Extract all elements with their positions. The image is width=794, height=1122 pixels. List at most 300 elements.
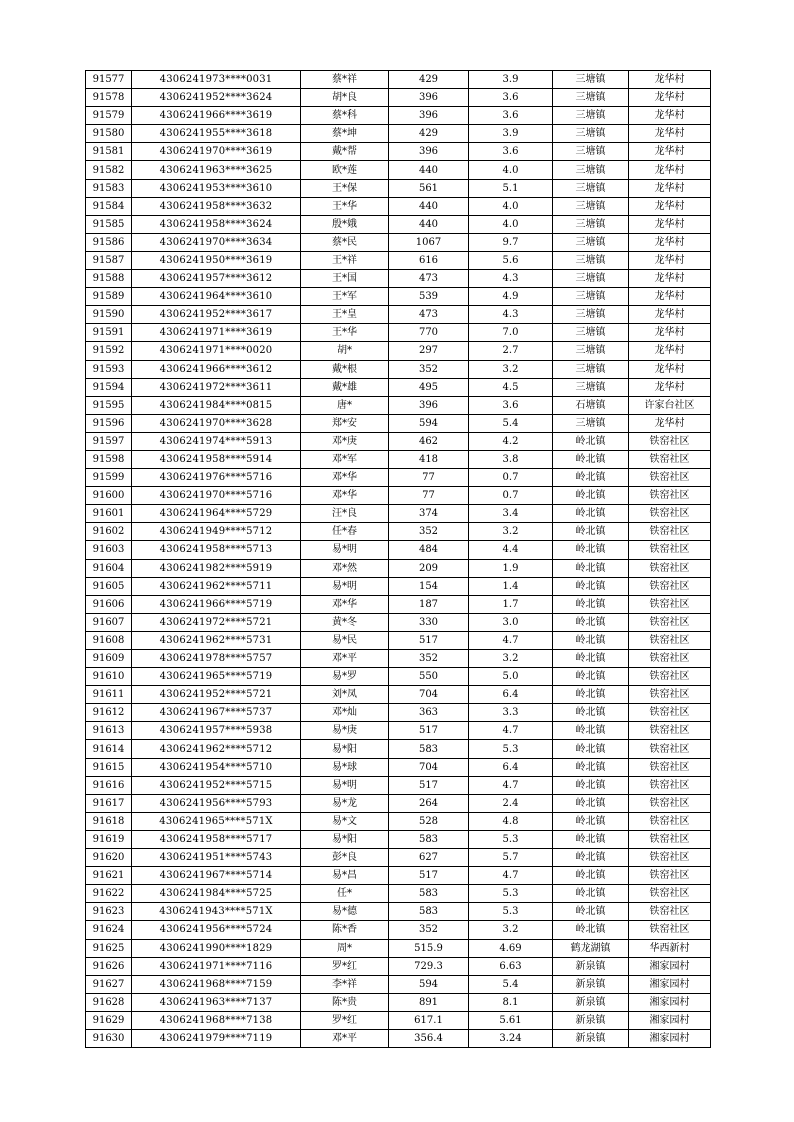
cell-seq: 91623 bbox=[86, 903, 132, 921]
cell-village: 铁窑社区 bbox=[629, 487, 711, 505]
cell-amount: 583 bbox=[389, 885, 469, 903]
table-row bbox=[86, 306, 711, 324]
cell-area: 7.0 bbox=[469, 324, 553, 342]
cell-town: 岭北镇 bbox=[553, 921, 629, 939]
cell-seq: 91601 bbox=[86, 505, 132, 523]
table-row bbox=[86, 107, 711, 125]
cell-village: 龙华村 bbox=[629, 179, 711, 197]
cell-name: 易*球 bbox=[301, 758, 389, 776]
cell-seq: 91579 bbox=[86, 107, 132, 125]
cell-area: 3.6 bbox=[469, 143, 553, 161]
cell-id_number: 4306241952****3617 bbox=[132, 306, 301, 324]
cell-name: 蔡*祥 bbox=[301, 71, 389, 89]
cell-area: 3.8 bbox=[469, 450, 553, 468]
cell-seq: 91605 bbox=[86, 577, 132, 595]
cell-village: 湘家园村 bbox=[629, 975, 711, 993]
cell-seq: 91618 bbox=[86, 812, 132, 830]
cell-id_number: 4306241972****3611 bbox=[132, 378, 301, 396]
cell-amount: 627 bbox=[389, 849, 469, 867]
cell-amount: 517 bbox=[389, 722, 469, 740]
cell-village: 铁窑社区 bbox=[629, 867, 711, 885]
cell-id_number: 4306241962****5711 bbox=[132, 577, 301, 595]
cell-area: 1.7 bbox=[469, 595, 553, 613]
cell-area: 5.61 bbox=[469, 1011, 553, 1029]
cell-town: 岭北镇 bbox=[553, 686, 629, 704]
cell-area: 3.6 bbox=[469, 396, 553, 414]
cell-area: 5.4 bbox=[469, 975, 553, 993]
cell-town: 三塘镇 bbox=[553, 233, 629, 251]
cell-village: 铁窑社区 bbox=[629, 722, 711, 740]
cell-name: 邓*平 bbox=[301, 650, 389, 668]
cell-id_number: 4306241964****3610 bbox=[132, 288, 301, 306]
cell-town: 新泉镇 bbox=[553, 1029, 629, 1047]
cell-id_number: 4306241962****5712 bbox=[132, 740, 301, 758]
cell-id_number: 4306241982****5919 bbox=[132, 559, 301, 577]
cell-village: 龙华村 bbox=[629, 378, 711, 396]
cell-id_number: 4306241963****3625 bbox=[132, 161, 301, 179]
cell-name: 王*保 bbox=[301, 179, 389, 197]
table-row bbox=[86, 179, 711, 197]
table-row bbox=[86, 450, 711, 468]
cell-seq: 91606 bbox=[86, 595, 132, 613]
table-row bbox=[86, 505, 711, 523]
cell-name: 邓*灿 bbox=[301, 704, 389, 722]
cell-name: 易*阳 bbox=[301, 740, 389, 758]
cell-village: 龙华村 bbox=[629, 197, 711, 215]
cell-village: 铁窑社区 bbox=[629, 595, 711, 613]
cell-area: 4.5 bbox=[469, 378, 553, 396]
table-row bbox=[86, 650, 711, 668]
cell-amount: 517 bbox=[389, 631, 469, 649]
cell-amount: 729.3 bbox=[389, 957, 469, 975]
cell-amount: 356.4 bbox=[389, 1029, 469, 1047]
cell-village: 铁窑社区 bbox=[629, 776, 711, 794]
cell-area: 4.7 bbox=[469, 631, 553, 649]
cell-amount: 561 bbox=[389, 179, 469, 197]
cell-village: 湘家园村 bbox=[629, 1029, 711, 1047]
cell-id_number: 4306241968****7159 bbox=[132, 975, 301, 993]
table-row bbox=[86, 939, 711, 957]
cell-village: 铁窑社区 bbox=[629, 432, 711, 450]
cell-amount: 352 bbox=[389, 360, 469, 378]
cell-name: 任*春 bbox=[301, 523, 389, 541]
cell-name: 蔡*民 bbox=[301, 233, 389, 251]
cell-id_number: 4306241972****5721 bbox=[132, 613, 301, 631]
table-row bbox=[86, 541, 711, 559]
table-row bbox=[86, 125, 711, 143]
cell-name: 罗*红 bbox=[301, 957, 389, 975]
cell-seq: 91628 bbox=[86, 993, 132, 1011]
table-row bbox=[86, 740, 711, 758]
cell-seq: 91597 bbox=[86, 432, 132, 450]
cell-name: 陈*香 bbox=[301, 921, 389, 939]
table-row bbox=[86, 830, 711, 848]
cell-village: 龙华村 bbox=[629, 125, 711, 143]
cell-name: 刘*凤 bbox=[301, 686, 389, 704]
table-row bbox=[86, 270, 711, 288]
cell-seq: 91625 bbox=[86, 939, 132, 957]
cell-id_number: 4306241970****5716 bbox=[132, 487, 301, 505]
cell-seq: 91619 bbox=[86, 830, 132, 848]
cell-amount: 440 bbox=[389, 215, 469, 233]
cell-seq: 91603 bbox=[86, 541, 132, 559]
table-row bbox=[86, 613, 711, 631]
cell-area: 5.1 bbox=[469, 179, 553, 197]
cell-amount: 462 bbox=[389, 432, 469, 450]
cell-seq: 91585 bbox=[86, 215, 132, 233]
cell-amount: 396 bbox=[389, 396, 469, 414]
cell-id_number: 4306241956****5724 bbox=[132, 921, 301, 939]
cell-area: 5.0 bbox=[469, 668, 553, 686]
cell-name: 彭*良 bbox=[301, 849, 389, 867]
cell-village: 龙华村 bbox=[629, 270, 711, 288]
cell-village: 龙华村 bbox=[629, 306, 711, 324]
cell-amount: 484 bbox=[389, 541, 469, 559]
cell-name: 易*德 bbox=[301, 903, 389, 921]
cell-amount: 440 bbox=[389, 161, 469, 179]
table-row bbox=[86, 903, 711, 921]
cell-town: 岭北镇 bbox=[553, 740, 629, 758]
cell-village: 龙华村 bbox=[629, 288, 711, 306]
cell-village: 铁窑社区 bbox=[629, 523, 711, 541]
cell-id_number: 4306241966****3619 bbox=[132, 107, 301, 125]
cell-seq: 91582 bbox=[86, 161, 132, 179]
cell-amount: 528 bbox=[389, 812, 469, 830]
cell-amount: 583 bbox=[389, 903, 469, 921]
cell-seq: 91604 bbox=[86, 559, 132, 577]
cell-area: 4.0 bbox=[469, 197, 553, 215]
cell-name: 戴*根 bbox=[301, 360, 389, 378]
cell-id_number: 4306241984****5725 bbox=[132, 885, 301, 903]
cell-id_number: 4306241952****5715 bbox=[132, 776, 301, 794]
cell-village: 湘家园村 bbox=[629, 1011, 711, 1029]
cell-id_number: 4306241951****5743 bbox=[132, 849, 301, 867]
table-row bbox=[86, 704, 711, 722]
cell-town: 三塘镇 bbox=[553, 251, 629, 269]
cell-name: 王*国 bbox=[301, 270, 389, 288]
cell-village: 铁窑社区 bbox=[629, 469, 711, 487]
cell-amount: 352 bbox=[389, 523, 469, 541]
cell-seq: 91630 bbox=[86, 1029, 132, 1047]
cell-name: 邓*庚 bbox=[301, 432, 389, 450]
cell-name: 周* bbox=[301, 939, 389, 957]
cell-village: 铁窑社区 bbox=[629, 668, 711, 686]
cell-id_number: 4306241965****571X bbox=[132, 812, 301, 830]
roster-table bbox=[85, 70, 711, 1048]
cell-town: 三塘镇 bbox=[553, 197, 629, 215]
cell-id_number: 4306241973****0031 bbox=[132, 71, 301, 89]
cell-name: 王*军 bbox=[301, 288, 389, 306]
cell-id_number: 4306241962****5731 bbox=[132, 631, 301, 649]
cell-seq: 91595 bbox=[86, 396, 132, 414]
cell-id_number: 4306241968****7138 bbox=[132, 1011, 301, 1029]
cell-town: 三塘镇 bbox=[553, 324, 629, 342]
table-row bbox=[86, 722, 711, 740]
cell-seq: 91610 bbox=[86, 668, 132, 686]
cell-town: 新泉镇 bbox=[553, 993, 629, 1011]
cell-area: 5.3 bbox=[469, 830, 553, 848]
cell-name: 易*罗 bbox=[301, 668, 389, 686]
cell-name: 易*文 bbox=[301, 812, 389, 830]
cell-area: 5.3 bbox=[469, 885, 553, 903]
table-row bbox=[86, 921, 711, 939]
cell-seq: 91629 bbox=[86, 1011, 132, 1029]
cell-area: 5.3 bbox=[469, 903, 553, 921]
cell-seq: 91577 bbox=[86, 71, 132, 89]
cell-name: 戴*帮 bbox=[301, 143, 389, 161]
cell-village: 龙华村 bbox=[629, 233, 711, 251]
cell-area: 5.6 bbox=[469, 251, 553, 269]
cell-amount: 770 bbox=[389, 324, 469, 342]
cell-village: 铁窑社区 bbox=[629, 613, 711, 631]
cell-amount: 396 bbox=[389, 107, 469, 125]
cell-id_number: 4306241953****3610 bbox=[132, 179, 301, 197]
cell-name: 邓*军 bbox=[301, 450, 389, 468]
cell-area: 4.3 bbox=[469, 306, 553, 324]
cell-id_number: 4306241963****7137 bbox=[132, 993, 301, 1011]
cell-town: 岭北镇 bbox=[553, 505, 629, 523]
cell-town: 岭北镇 bbox=[553, 830, 629, 848]
cell-seq: 91611 bbox=[86, 686, 132, 704]
cell-town: 岭北镇 bbox=[553, 631, 629, 649]
cell-town: 三塘镇 bbox=[553, 306, 629, 324]
cell-village: 铁窑社区 bbox=[629, 686, 711, 704]
cell-name: 易*庚 bbox=[301, 722, 389, 740]
cell-area: 9.7 bbox=[469, 233, 553, 251]
cell-seq: 91591 bbox=[86, 324, 132, 342]
table-row bbox=[86, 993, 711, 1011]
table-row bbox=[86, 849, 711, 867]
cell-amount: 616 bbox=[389, 251, 469, 269]
cell-name: 邓*然 bbox=[301, 559, 389, 577]
table-row bbox=[86, 776, 711, 794]
cell-seq: 91627 bbox=[86, 975, 132, 993]
cell-area: 4.0 bbox=[469, 161, 553, 179]
table-row bbox=[86, 686, 711, 704]
cell-name: 邓*平 bbox=[301, 1029, 389, 1047]
cell-name: 邓*华 bbox=[301, 469, 389, 487]
cell-seq: 91620 bbox=[86, 849, 132, 867]
table-row bbox=[86, 89, 711, 107]
cell-seq: 91584 bbox=[86, 197, 132, 215]
cell-town: 岭北镇 bbox=[553, 849, 629, 867]
table-row bbox=[86, 324, 711, 342]
cell-town: 三塘镇 bbox=[553, 414, 629, 432]
cell-town: 鹤龙湖镇 bbox=[553, 939, 629, 957]
cell-area: 1.9 bbox=[469, 559, 553, 577]
cell-id_number: 4306241967****5737 bbox=[132, 704, 301, 722]
table-row bbox=[86, 161, 711, 179]
cell-name: 易*明 bbox=[301, 541, 389, 559]
cell-area: 3.9 bbox=[469, 125, 553, 143]
cell-seq: 91613 bbox=[86, 722, 132, 740]
table-row bbox=[86, 595, 711, 613]
cell-name: 易*昌 bbox=[301, 867, 389, 885]
cell-village: 龙华村 bbox=[629, 89, 711, 107]
cell-id_number: 4306241971****3619 bbox=[132, 324, 301, 342]
cell-name: 王*华 bbox=[301, 324, 389, 342]
table-row bbox=[86, 432, 711, 450]
cell-seq: 91592 bbox=[86, 342, 132, 360]
cell-amount: 495 bbox=[389, 378, 469, 396]
cell-town: 岭北镇 bbox=[553, 613, 629, 631]
table-row bbox=[86, 1011, 711, 1029]
cell-name: 唐* bbox=[301, 396, 389, 414]
cell-village: 铁窑社区 bbox=[629, 704, 711, 722]
table-row bbox=[86, 523, 711, 541]
table-row bbox=[86, 487, 711, 505]
cell-seq: 91587 bbox=[86, 251, 132, 269]
cell-name: 易*阳 bbox=[301, 830, 389, 848]
cell-amount: 297 bbox=[389, 342, 469, 360]
cell-amount: 1067 bbox=[389, 233, 469, 251]
cell-amount: 363 bbox=[389, 704, 469, 722]
cell-seq: 91580 bbox=[86, 125, 132, 143]
cell-area: 4.7 bbox=[469, 722, 553, 740]
cell-town: 岭北镇 bbox=[553, 668, 629, 686]
cell-id_number: 4306241967****5714 bbox=[132, 867, 301, 885]
cell-amount: 77 bbox=[389, 469, 469, 487]
cell-id_number: 4306241970****3619 bbox=[132, 143, 301, 161]
cell-town: 岭北镇 bbox=[553, 812, 629, 830]
cell-village: 铁窑社区 bbox=[629, 577, 711, 595]
table-row bbox=[86, 957, 711, 975]
cell-amount: 396 bbox=[389, 143, 469, 161]
table-row bbox=[86, 251, 711, 269]
cell-area: 6.4 bbox=[469, 686, 553, 704]
cell-area: 4.69 bbox=[469, 939, 553, 957]
cell-seq: 91602 bbox=[86, 523, 132, 541]
cell-seq: 91593 bbox=[86, 360, 132, 378]
table-row bbox=[86, 469, 711, 487]
cell-id_number: 4306241958****5914 bbox=[132, 450, 301, 468]
cell-town: 岭北镇 bbox=[553, 903, 629, 921]
cell-name: 郑*安 bbox=[301, 414, 389, 432]
cell-amount: 429 bbox=[389, 71, 469, 89]
cell-town: 岭北镇 bbox=[553, 595, 629, 613]
cell-id_number: 4306241958****3624 bbox=[132, 215, 301, 233]
cell-village: 华西新村 bbox=[629, 939, 711, 957]
cell-name: 易*明 bbox=[301, 776, 389, 794]
cell-town: 岭北镇 bbox=[553, 722, 629, 740]
cell-village: 铁窑社区 bbox=[629, 631, 711, 649]
cell-area: 3.2 bbox=[469, 650, 553, 668]
cell-village: 铁窑社区 bbox=[629, 903, 711, 921]
cell-id_number: 4306241950****3619 bbox=[132, 251, 301, 269]
table-row bbox=[86, 414, 711, 432]
cell-amount: 352 bbox=[389, 921, 469, 939]
cell-name: 易*明 bbox=[301, 577, 389, 595]
table-row bbox=[86, 396, 711, 414]
cell-id_number: 4306241952****3624 bbox=[132, 89, 301, 107]
cell-village: 许家台社区 bbox=[629, 396, 711, 414]
cell-amount: 374 bbox=[389, 505, 469, 523]
cell-town: 岭北镇 bbox=[553, 523, 629, 541]
cell-name: 易*民 bbox=[301, 631, 389, 649]
cell-amount: 154 bbox=[389, 577, 469, 595]
cell-village: 铁窑社区 bbox=[629, 450, 711, 468]
cell-town: 三塘镇 bbox=[553, 89, 629, 107]
cell-amount: 583 bbox=[389, 830, 469, 848]
cell-amount: 473 bbox=[389, 306, 469, 324]
cell-town: 岭北镇 bbox=[553, 469, 629, 487]
cell-amount: 891 bbox=[389, 993, 469, 1011]
cell-area: 3.6 bbox=[469, 89, 553, 107]
cell-area: 4.9 bbox=[469, 288, 553, 306]
cell-seq: 91583 bbox=[86, 179, 132, 197]
cell-village: 龙华村 bbox=[629, 360, 711, 378]
cell-area: 4.8 bbox=[469, 812, 553, 830]
cell-town: 三塘镇 bbox=[553, 378, 629, 396]
cell-seq: 91624 bbox=[86, 921, 132, 939]
cell-id_number: 4306241949****5712 bbox=[132, 523, 301, 541]
cell-name: 易*龙 bbox=[301, 794, 389, 812]
cell-area: 6.63 bbox=[469, 957, 553, 975]
cell-name: 胡*良 bbox=[301, 89, 389, 107]
cell-village: 龙华村 bbox=[629, 71, 711, 89]
cell-seq: 91607 bbox=[86, 613, 132, 631]
cell-village: 铁窑社区 bbox=[629, 740, 711, 758]
cell-name: 王*华 bbox=[301, 197, 389, 215]
cell-amount: 515.9 bbox=[389, 939, 469, 957]
cell-town: 三塘镇 bbox=[553, 107, 629, 125]
cell-village: 龙华村 bbox=[629, 324, 711, 342]
cell-amount: 517 bbox=[389, 867, 469, 885]
cell-id_number: 4306241976****5716 bbox=[132, 469, 301, 487]
table-row bbox=[86, 812, 711, 830]
cell-area: 8.1 bbox=[469, 993, 553, 1011]
cell-village: 铁窑社区 bbox=[629, 885, 711, 903]
cell-town: 新泉镇 bbox=[553, 975, 629, 993]
cell-name: 王*皇 bbox=[301, 306, 389, 324]
cell-area: 6.4 bbox=[469, 758, 553, 776]
cell-name: 蔡*科 bbox=[301, 107, 389, 125]
cell-area: 1.4 bbox=[469, 577, 553, 595]
cell-id_number: 4306241984****0815 bbox=[132, 396, 301, 414]
table-row bbox=[86, 559, 711, 577]
cell-village: 龙华村 bbox=[629, 251, 711, 269]
cell-id_number: 4306241958****3632 bbox=[132, 197, 301, 215]
cell-town: 岭北镇 bbox=[553, 704, 629, 722]
table-row bbox=[86, 288, 711, 306]
cell-name: 蔡*坤 bbox=[301, 125, 389, 143]
cell-amount: 594 bbox=[389, 975, 469, 993]
cell-town: 三塘镇 bbox=[553, 125, 629, 143]
cell-id_number: 4306241974****5913 bbox=[132, 432, 301, 450]
cell-town: 三塘镇 bbox=[553, 270, 629, 288]
cell-area: 3.6 bbox=[469, 107, 553, 125]
cell-village: 铁窑社区 bbox=[629, 830, 711, 848]
cell-area: 4.7 bbox=[469, 776, 553, 794]
cell-name: 戴*雄 bbox=[301, 378, 389, 396]
cell-amount: 704 bbox=[389, 758, 469, 776]
cell-id_number: 4306241957****3612 bbox=[132, 270, 301, 288]
cell-town: 岭北镇 bbox=[553, 450, 629, 468]
cell-area: 3.9 bbox=[469, 71, 553, 89]
cell-town: 石塘镇 bbox=[553, 396, 629, 414]
cell-id_number: 4306241952****5721 bbox=[132, 686, 301, 704]
cell-amount: 77 bbox=[389, 487, 469, 505]
cell-village: 铁窑社区 bbox=[629, 650, 711, 668]
cell-seq: 91588 bbox=[86, 270, 132, 288]
cell-area: 4.4 bbox=[469, 541, 553, 559]
cell-town: 岭北镇 bbox=[553, 794, 629, 812]
cell-id_number: 4306241958****5717 bbox=[132, 830, 301, 848]
cell-village: 铁窑社区 bbox=[629, 794, 711, 812]
cell-id_number: 4306241964****5729 bbox=[132, 505, 301, 523]
cell-town: 三塘镇 bbox=[553, 342, 629, 360]
cell-amount: 418 bbox=[389, 450, 469, 468]
